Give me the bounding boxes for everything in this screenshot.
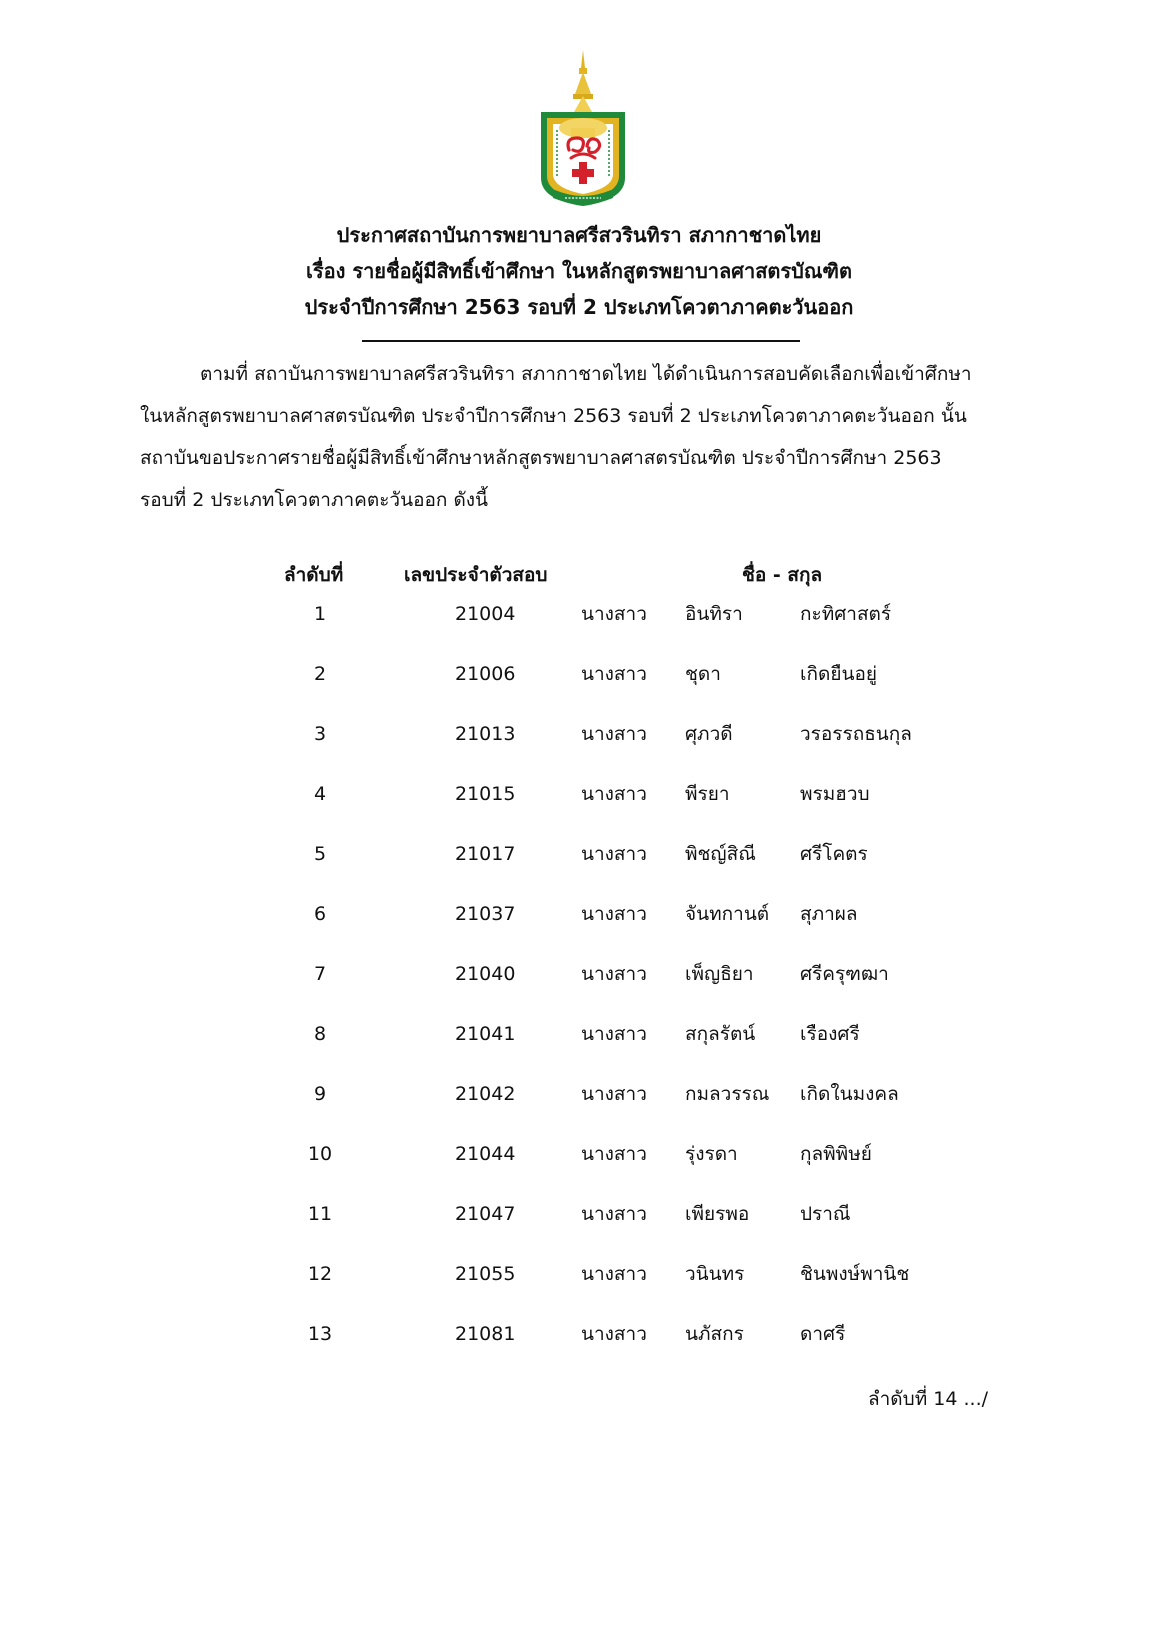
row-exam-id: 21081 — [455, 1323, 516, 1345]
row-order: 8 — [313, 1023, 327, 1045]
row-exam-id: 21015 — [455, 783, 516, 805]
row-last-name: ปราณี — [800, 1203, 851, 1225]
row-exam-id: 21006 — [455, 663, 516, 685]
row-last-name: พรมฮวบ — [800, 783, 870, 805]
row-first-name: วนินทร — [685, 1263, 745, 1285]
row-first-name: เพียรพอ — [685, 1203, 750, 1225]
row-first-name: นภัสกร — [685, 1323, 744, 1345]
row-exam-id: 21004 — [455, 603, 516, 625]
table-row — [0, 901, 1158, 961]
row-first-name: รุ่งรดา — [685, 1143, 738, 1165]
column-header-name: ชื่อ - สกุล — [742, 564, 823, 586]
row-first-name: พีรยา — [685, 783, 730, 805]
table-row — [0, 1021, 1158, 1081]
row-prefix: นางสาว — [581, 903, 647, 925]
table-row — [0, 841, 1158, 901]
table-row — [0, 721, 1158, 781]
row-last-name: ดาศรี — [800, 1323, 846, 1345]
row-order: 2 — [313, 663, 327, 685]
row-exam-id: 21044 — [455, 1143, 516, 1165]
row-order: 10 — [307, 1143, 333, 1165]
row-order: 1 — [313, 603, 327, 625]
row-order: 7 — [313, 963, 327, 985]
row-exam-id: 21040 — [455, 963, 516, 985]
row-last-name: กุลพิพิษย์ — [800, 1143, 872, 1165]
body-text-line-1: ตามที่ สถาบันการพยาบาลศรีสวรินทิรา สภากาชาดไทย ได้ดำเนินการสอบคัดเลือกเพื่อเข้าศึกษา — [200, 363, 972, 385]
row-order: 12 — [307, 1263, 333, 1285]
row-order: 5 — [313, 843, 327, 865]
row-exam-id: 21017 — [455, 843, 516, 865]
row-prefix: นางสาว — [581, 603, 647, 625]
column-header-exam-id: เลขประจำตัวสอบ — [404, 564, 548, 586]
row-prefix: นางสาว — [581, 1143, 647, 1165]
row-first-name: อินทิรา — [685, 603, 743, 625]
row-last-name: เกิดยืนอยู่ — [800, 663, 878, 685]
row-first-name: ศุภวดี — [685, 723, 733, 745]
table-row — [0, 1321, 1158, 1381]
title-divider — [362, 340, 800, 342]
row-first-name: เพ็ญธิยา — [685, 963, 754, 985]
candidate-list — [0, 601, 1158, 1381]
body-text-line-4: รอบที่ 2 ประเภทโควตาภาคตะวันออก ดังนี้ — [140, 489, 489, 511]
row-exam-id: 21042 — [455, 1083, 516, 1105]
row-exam-id: 21055 — [455, 1263, 516, 1285]
table-row — [0, 1141, 1158, 1201]
row-prefix: นางสาว — [581, 843, 647, 865]
announcement-title: ประกาศสถาบันการพยาบาลศรีสวรินทิรา สภากาชาดไทย — [336, 223, 822, 247]
row-first-name: สกุลรัตน์ — [685, 1023, 756, 1045]
row-first-name: จันทกานต์ — [685, 903, 770, 925]
table-row — [0, 601, 1158, 661]
row-prefix: นางสาว — [581, 1263, 647, 1285]
row-last-name: สุภาผล — [800, 903, 858, 925]
row-prefix: นางสาว — [581, 783, 647, 805]
row-last-name: ศรีโคตร — [800, 843, 868, 865]
row-order: 4 — [313, 783, 327, 805]
row-last-name: กะทิศาสตร์ — [800, 603, 892, 625]
row-last-name: วรอรรถธนกุล — [800, 723, 912, 745]
row-last-name: เกิดในมงคล — [800, 1083, 899, 1105]
continuation-note: ลำดับที่ 14 .../ — [868, 1388, 989, 1410]
announcement-subject: เรื่อง รายชื่อผู้มีสิทธิ์เข้าศึกษา ในหลักสูตรพยาบาลศาสตรบัณฑิต — [306, 259, 852, 283]
row-order: 9 — [313, 1083, 327, 1105]
row-order: 3 — [313, 723, 327, 745]
table-row — [0, 1081, 1158, 1141]
row-exam-id: 21037 — [455, 903, 516, 925]
row-exam-id: 21041 — [455, 1023, 516, 1045]
row-order: 11 — [307, 1203, 333, 1225]
announcement-period: ประจำปีการศึกษา 2563 รอบที่ 2 ประเภทโควตาภาคตะวันออก — [304, 295, 854, 319]
table-row — [0, 961, 1158, 1021]
row-prefix: นางสาว — [581, 1203, 647, 1225]
table-row — [0, 781, 1158, 841]
body-text-line-2: ในหลักสูตรพยาบาลศาสตรบัณฑิต ประจำปีการศึกษา 2563 รอบที่ 2 ประเภทโควตาภาคตะวันออก นั้น — [140, 405, 967, 427]
row-order: 13 — [307, 1323, 333, 1345]
row-last-name: ชินพงษ์พานิช — [800, 1263, 910, 1285]
row-prefix: นางสาว — [581, 1083, 647, 1105]
table-row — [0, 1261, 1158, 1321]
row-first-name: พิชญ์สิณี — [685, 843, 756, 865]
row-exam-id: 21047 — [455, 1203, 516, 1225]
row-last-name: เรืองศรี — [800, 1023, 860, 1045]
body-text-line-3: สถาบันขอประกาศรายชื่อผู้มีสิทธิ์เข้าศึกษาหลักสูตรพยาบาลศาสตรบัณฑิต ประจำปีการศึกษา 2563 — [140, 447, 942, 469]
table-row — [0, 661, 1158, 721]
institute-emblem-icon — [535, 50, 631, 208]
column-header-order: ลำดับที่ — [284, 564, 344, 586]
row-prefix: นางสาว — [581, 663, 647, 685]
row-prefix: นางสาว — [581, 963, 647, 985]
row-last-name: ศรีครุฑฒา — [800, 963, 889, 985]
row-exam-id: 21013 — [455, 723, 516, 745]
row-first-name: ชุดา — [685, 663, 721, 685]
row-prefix: นางสาว — [581, 1323, 647, 1345]
table-row — [0, 1201, 1158, 1261]
row-order: 6 — [313, 903, 327, 925]
row-prefix: นางสาว — [581, 1023, 647, 1045]
row-first-name: กมลวรรณ — [685, 1083, 770, 1105]
row-prefix: นางสาว — [581, 723, 647, 745]
